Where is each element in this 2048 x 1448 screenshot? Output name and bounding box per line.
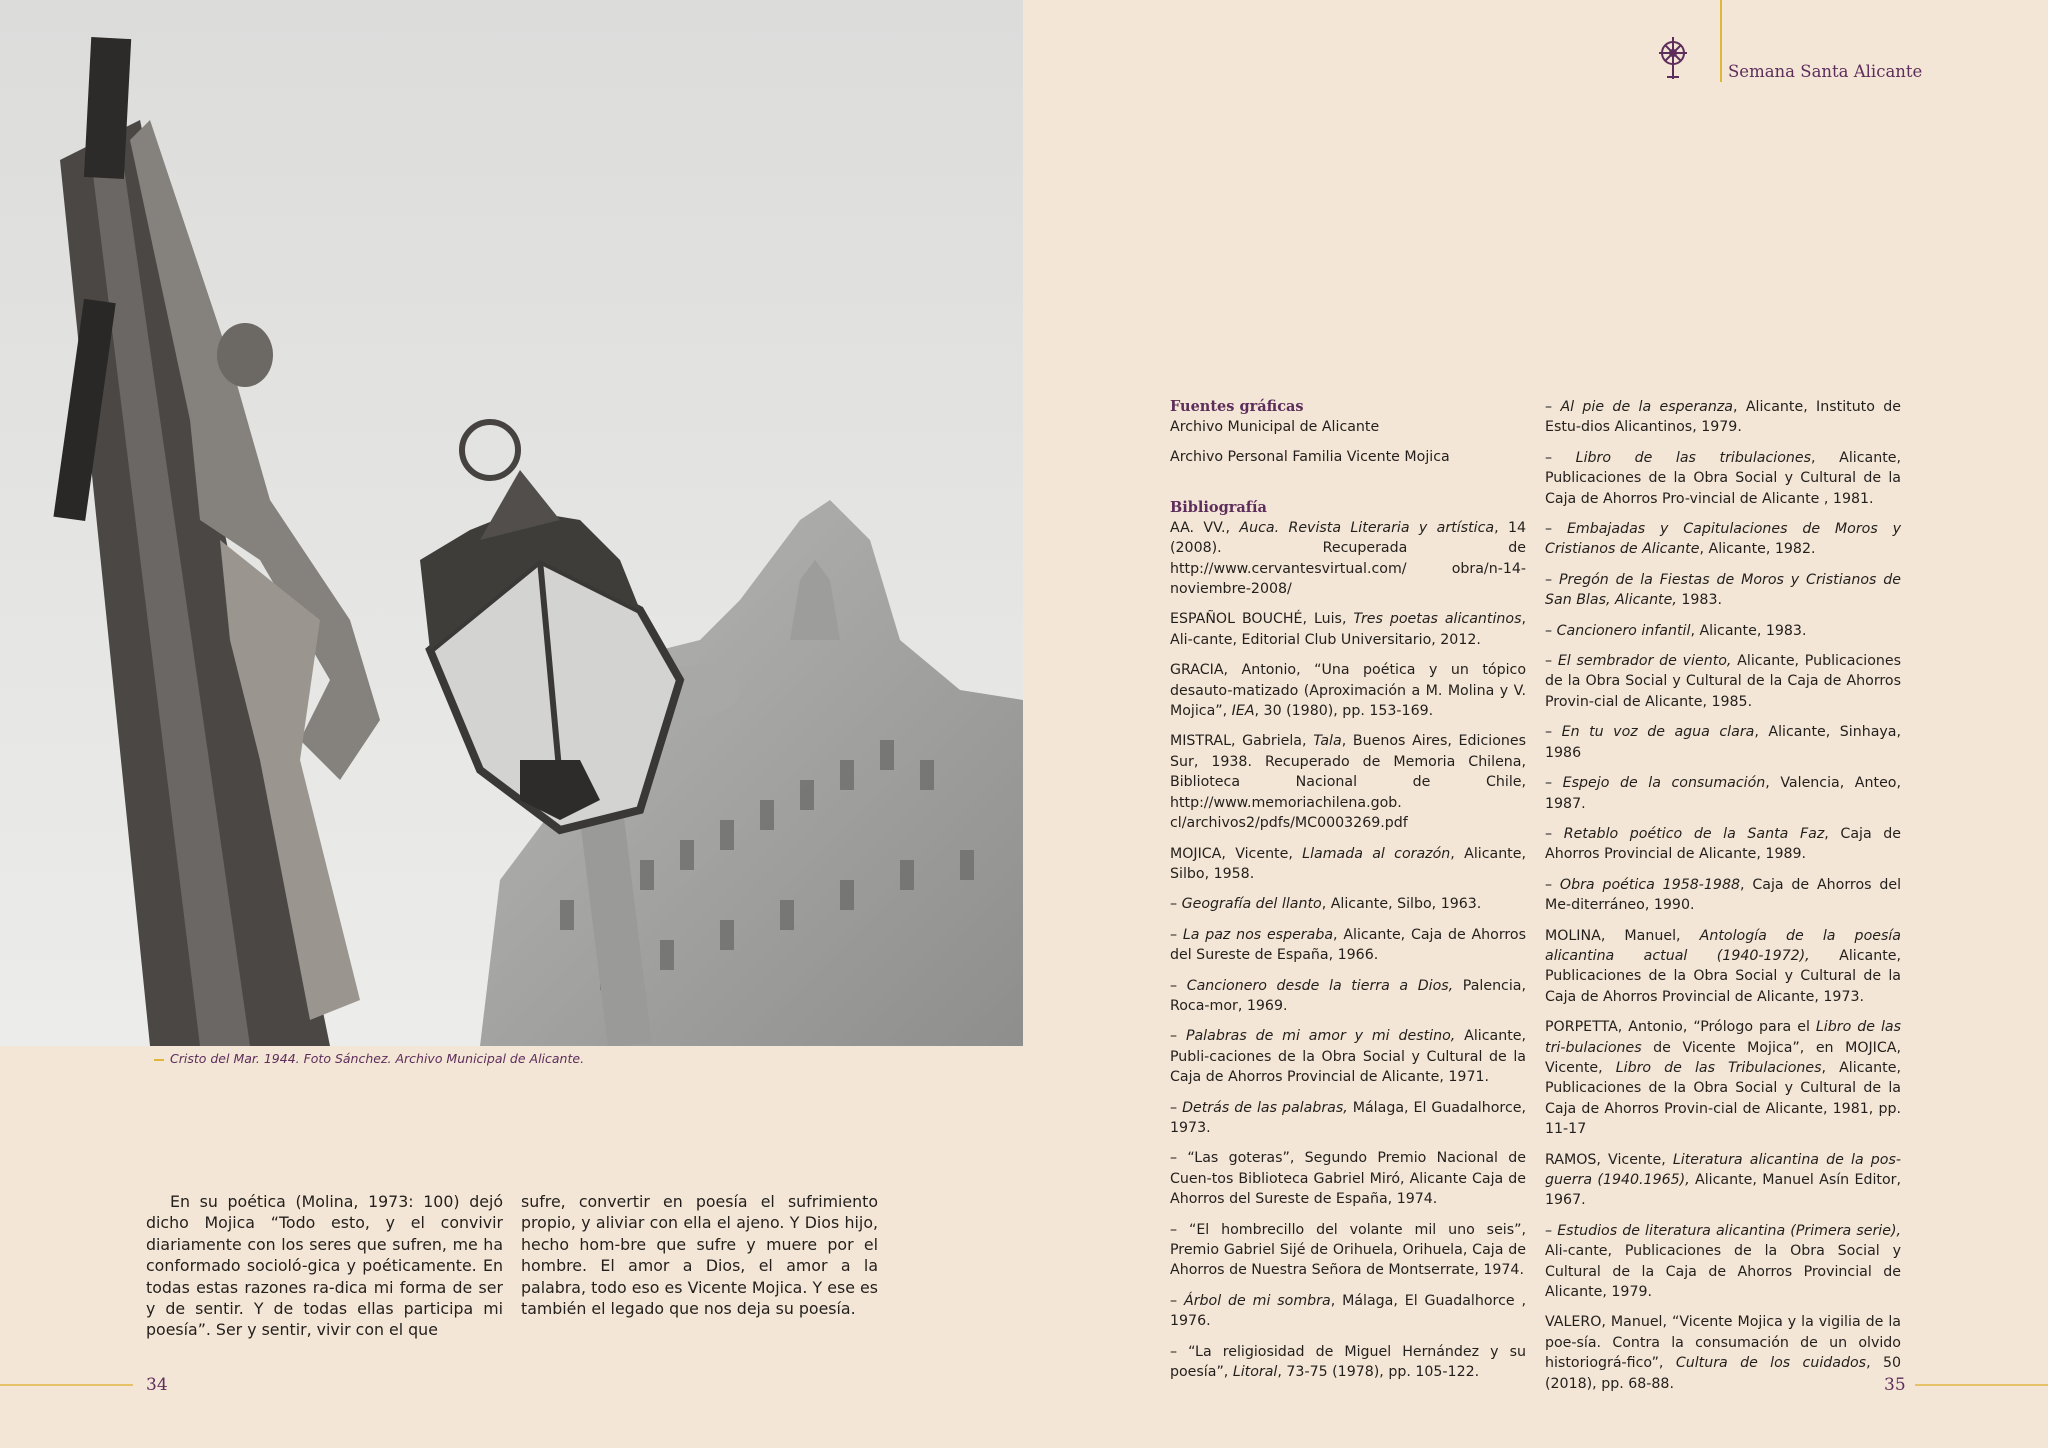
bibliography-entry: – En tu voz de agua clara, Alicante, Sinhaya, 1986	[1545, 724, 1901, 761]
bibliography-entry: MOLINA, Manuel, Antología de la poesía alicantina actual (1940-1972), Alicante, Publicaciones de la Obra Social y Cultural de la Caja de Ahorros Provincial de Alicante, 1973.	[1545, 927, 1902, 1005]
ornament-cross-icon	[1651, 33, 1695, 83]
page-number-left: 34	[146, 1375, 168, 1395]
body-text-col1: En su poética (Molina, 1973: 100) dejó dicho Mojica “Todo esto, y el convivir diariamente con los seres que sufren, me ha conformado socioló-gica y poéticamente. En todas estas razones ra-dica mi forma de ser y de sentir. Y de todas ellas participa mi poesía”. Ser y sentir, vivir con el que	[146, 1192, 503, 1340]
photo-caption: Cristo del Mar. 1944. Foto Sánchez. Archivo Municipal de Alicante.	[154, 1051, 854, 1066]
bibliography-entry: – Palabras de mi amor y mi destino, Alicante, Publi-caciones de la Obra Social y Cultural de la Caja de Ahorros Provincial de Alicante, 1971.	[1170, 1028, 1526, 1086]
bibliography-entry: – La paz nos esperaba, Alicante, Caja de Ahorros del Sureste de España, 1966.	[1170, 926, 1527, 964]
bibliography-entry: – Geografía del llanto, Alicante, Silbo, 1963.	[1170, 896, 1482, 913]
bibliography-list	[1170, 518, 1526, 1383]
bibliography-entry: VALERO, Manuel, “Vicente Mojica y la vigilia de la poe-sía. Contra la consumación de un olvido historiográ-fico”, Cultura de los cuidados, 50 (2018), pp. 68-88.	[1545, 1314, 1901, 1392]
footer-rule-left	[0, 1384, 133, 1386]
footer-rule-right	[1915, 1384, 2048, 1386]
references-col2	[1545, 397, 1901, 1404]
fuentes-item: Archivo Municipal de Alicante	[1170, 419, 1380, 435]
bibliography-entry: – Estudios de literatura alicantina (Primera serie), Ali-cante, Publicaciones de la Obra Social y Cultural de la Caja de Ahorros Provincial de Alicante, 1979.	[1545, 1222, 1901, 1301]
bibliography-entry: AA. VV., Auca. Revista Literaria y artística, 14 (2008). Recuperada de http://www.cervantesvirtual.com/ obra/n-14-noviembre-2008/	[1170, 519, 1527, 598]
cristo-del-mar-photo	[0, 0, 1023, 1046]
bibliography-entry: ESPAÑOL BOUCHÉ, Luis, Tres poetas alicantinos, Ali-cante, Editorial Club Universitario, 2012.	[1170, 611, 1526, 648]
bibliography-entry: – Árbol de mi sombra, Málaga, El Guadalhorce , 1976.	[1170, 1292, 1526, 1330]
bibliography-entry: – Cancionero desde la tierra a Dios, Palencia, Roca-mor, 1969.	[1170, 977, 1527, 1014]
references-col1	[1170, 397, 1526, 1392]
bibliography-entry: – “Las goteras”, Segundo Premio Nacional de Cuen-tos Biblioteca Gabriel Miró, Alicante Caja de Ahorros del Sureste de España, 1974.	[1170, 1150, 1526, 1208]
bibliography-entry: – Retablo poético de la Santa Faz, Caja de Ahorros Provincial de Alicante, 1989.	[1545, 825, 1902, 863]
bibliography-entry: – Detrás de las palabras, Málaga, El Guadalhorce, 1973.	[1170, 1099, 1526, 1136]
bibliography-entry: – Al pie de la esperanza, Alicante, Instituto de Estu-dios Alicantinos, 1979.	[1545, 399, 1901, 436]
bibliography-entry: RAMOS, Vicente, Literatura alicantina de la pos-guerra (1940.1965), Alicante, Manuel Asín Editor, 1967.	[1545, 1151, 1901, 1209]
fuentes-item: Archivo Personal Familia Vicente Mojica	[1170, 449, 1450, 466]
bibliography-entry: – Pregón de la Fiestas de Moros y Cristianos de San Blas, Alicante, 1983.	[1545, 571, 1901, 609]
bibliography-entry: – “La religiosidad de Miguel Hernández y su poesía”, Litoral, 73-75 (1978), pp. 105-122.	[1170, 1343, 1526, 1381]
fuentes-heading: Fuentes gráficas	[1170, 398, 1304, 415]
bibliography-entry: MISTRAL, Gabriela, Tala, Buenos Aires, Ediciones Sur, 1938. Recuperado de Memoria Chilena, Biblioteca Nacional de Chile, http://www.memoriachilena.gob. cl/archivos2/pdfs/MC0003269.pdf	[1170, 733, 1526, 832]
bibliography-entry: – Espejo de la consumación, Valencia, Anteo, 1987.	[1545, 775, 1901, 812]
bibliography-entry: GRACIA, Antonio, “Una poética y un tópico desauto-matizado (Aproximación a M. Molina y V. Mojica”, IEA, 30 (1980), pp. 153-169.	[1170, 662, 1526, 720]
bibliography-entry: MOJICA, Vicente, Llamada al corazón, Alicante, Silbo, 1958.	[1170, 845, 1526, 882]
bibliography-entry: – Obra poética 1958-1988, Caja de Ahorros del Me-diterráneo, 1990.	[1545, 876, 1902, 914]
bibliography-entry: – Libro de las tribulaciones, Alicante, Publicaciones de la Obra Social y Cultural de la Caja de Ahorros Pro-vincial de Alicante , 1981.	[1545, 449, 1901, 507]
publication-title: Semana Santa Alicante	[1728, 62, 1923, 81]
bibliografia-heading: Bibliografía	[1170, 498, 1267, 516]
bibliography-entry: – Embajadas y Capitulaciones de Moros y Cristianos de Alicante, Alicante, 1982.	[1545, 521, 1901, 558]
bibliography-list	[1545, 397, 1901, 1394]
body-text-col2: sufre, convertir en poesía el sufrimiento propio, y aliviar con ella el ajeno. Y Dios hijo, hecho hom-bre que sufre y muere por el hombre. El amor a Dios, el amor a la palabra, todo eso es Vicente Mojica. Y ese es también el legado que nos deja su poesía.	[521, 1192, 878, 1319]
bibliography-entry: – Cancionero infantil, Alicante, 1983.	[1545, 622, 1807, 639]
page-number-right: 35	[1884, 1375, 1906, 1395]
bibliography-entry: PORPETTA, Antonio, “Prólogo para el Libro de las tri-bulaciones de Vicente Mojica”, en MOJICA, Vicente, Libro de las Tribulaciones, Alicante, Publicaciones de la Obra Social y Cultural de la Caja de Ahorros Provin-cial de Alicante, 1981, pp. 11-17	[1545, 1019, 1901, 1138]
bibliography-entry: – “El hombrecillo del volante mil uno seis”, Premio Gabriel Sijé de Orihuela, Orihuela, Caja de Ahorros de Nuestra Señora de Montserrate, 1974.	[1170, 1221, 1526, 1279]
bibliography-entry: – El sembrador de viento, Alicante, Publicaciones de la Obra Social y Cultural de la Caja de Ahorros Provin-cial de Alicante, 1985.	[1545, 653, 1901, 710]
header-divider	[1720, 0, 1722, 82]
